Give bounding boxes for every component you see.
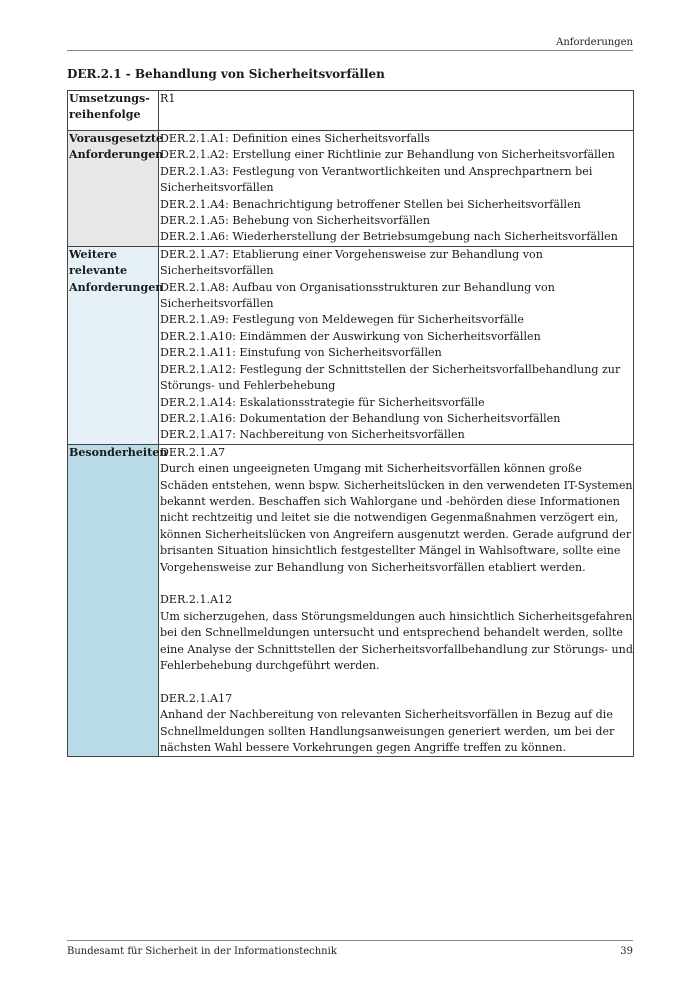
table-row-weitere — [68, 246, 634, 444]
block-ref: DER.2.1.A7 — [160, 445, 226, 459]
block-text: Um sicherzugehen, dass Störungsmeldungen auch hinsichtlich Sicherheitsgefahren bei den Schnellmeldungen untersucht und entsprechend behandelt werden, sollte eine Analyse der Schnittstellen der Sicherheitsvorfallbehandlung zur Störungs- und Fehlerbehebung durchgeführt werden. — [160, 609, 633, 672]
requirement-item: DER.2.1.A2: Erstellung einer Richtlinie zur Behandlung von Sicherheitsvorfällen — [160, 148, 615, 162]
row-label: Weitere relevante Anforderungen — [68, 246, 159, 444]
requirement-item: DER.2.1.A5: Behebung von Sicherheitsvorfällen — [160, 214, 430, 228]
row-content — [159, 131, 634, 247]
table-row-besonderheiten — [68, 444, 634, 757]
page-number: 39 — [620, 946, 633, 957]
footer-publisher: Bundesamt für Sicherheit in der Informationstechnik — [67, 946, 337, 957]
requirement-item: DER.2.1.A3: Festlegung von Verantwortlichkeiten und Ansprechpartnern bei Sicherheitsvorfällen — [160, 164, 593, 195]
row-content — [159, 91, 634, 131]
requirement-item: DER.2.1.A17: Nachbereitung von Sicherheitsvorfällen — [160, 428, 465, 442]
section-title: DER.2.1 - Behandlung von Sicherheitsvorfällen — [67, 67, 385, 81]
requirement-item: DER.2.1.A7: Etablierung einer Vorgehensweise zur Behandlung von Sicherheitsvorfällen — [160, 247, 543, 278]
requirement-item: DER.2.1.A8: Aufbau von Organisationsstrukturen zur Behandlung von Sicherheitsvorfällen — [160, 280, 555, 311]
requirement-item: DER.2.1.A6: Wiederherstellung der Betriebsumgebung nach Sicherheitsvorfällen — [160, 230, 618, 244]
table-row-umsetzungsreihenfolge — [68, 91, 634, 131]
requirement-item: DER.2.1.A14: Eskalationsstrategie für Sicherheitsvorfälle — [160, 395, 485, 409]
block-ref: DER.2.1.A17 — [160, 691, 233, 705]
block-text: Durch einen ungeeigneten Umgang mit Sicherheitsvorfällen können große Schäden entstehen, wenn bspw. Sicherheitslücken in den verwendeten IT-Systemen bekannt werden. Beschaffen sich Wahlorgane und -behörden diese Informationen nicht rechtzeitig und leitet sie die notwendigen Gegenmaßnahmen verzögert ein, können Sicherheitslücken von Angreifern ausgenutzt werden. Gerade aufgrund der brisanten Situation hinsichtlich festgestellter Mängel in Wahlsoftware, sollte eine Vorgehensweise zur Behandlung von Sicherheitsvorfällen etabliert werden. — [160, 462, 633, 574]
requirements-table — [67, 90, 634, 757]
requirement-item: DER.2.1.A1: Definition eines Sicherheitsvorfalls — [160, 132, 430, 145]
row-label: Vorausgesetzte Anforderungen — [68, 131, 159, 247]
block-spacer — [160, 674, 633, 690]
block-spacer — [160, 576, 633, 592]
block-text: Anhand der Nachbereitung von relevanten Sicherheitsvorfällen in Bezug auf die Schnellmeldungen sollten Handlungsanweisungen generiert werden, um bei der nächsten Wahl bessere Vorkehrungen gegen Angriffe treffen zu können. — [160, 708, 615, 754]
content-line: R1 — [160, 92, 176, 105]
running-header: Anforderungen — [556, 37, 633, 48]
requirement-item: DER.2.1.A12: Festlegung der Schnittstellen der Sicherheitsvorfallbehandlung zur Störungs- und Fehlerbehebung — [160, 362, 621, 393]
table-row-vorausgesetzte — [68, 131, 634, 247]
requirement-item: DER.2.1.A4: Benachrichtigung betroffener Stellen bei Sicherheitsvorfällen — [160, 197, 581, 211]
row-content — [159, 444, 634, 757]
requirement-item: DER.2.1.A9: Festlegung von Meldewegen für Sicherheitsvorfälle — [160, 313, 524, 327]
row-content — [159, 246, 634, 444]
requirement-item: DER.2.1.A10: Eindämmen der Auswirkung von Sicherheitsvorfällen — [160, 329, 541, 343]
row-label: Umsetzungs-reihenfolge — [68, 91, 159, 131]
header-rule — [67, 50, 633, 51]
row-label: Besonderheiten — [68, 444, 159, 757]
requirement-item: DER.2.1.A16: Dokumentation der Behandlung von Sicherheitsvorfällen — [160, 411, 561, 425]
requirement-item: DER.2.1.A11: Einstufung von Sicherheitsvorfällen — [160, 346, 442, 360]
block-ref: DER.2.1.A12 — [160, 593, 233, 607]
footer-rule — [67, 940, 633, 941]
